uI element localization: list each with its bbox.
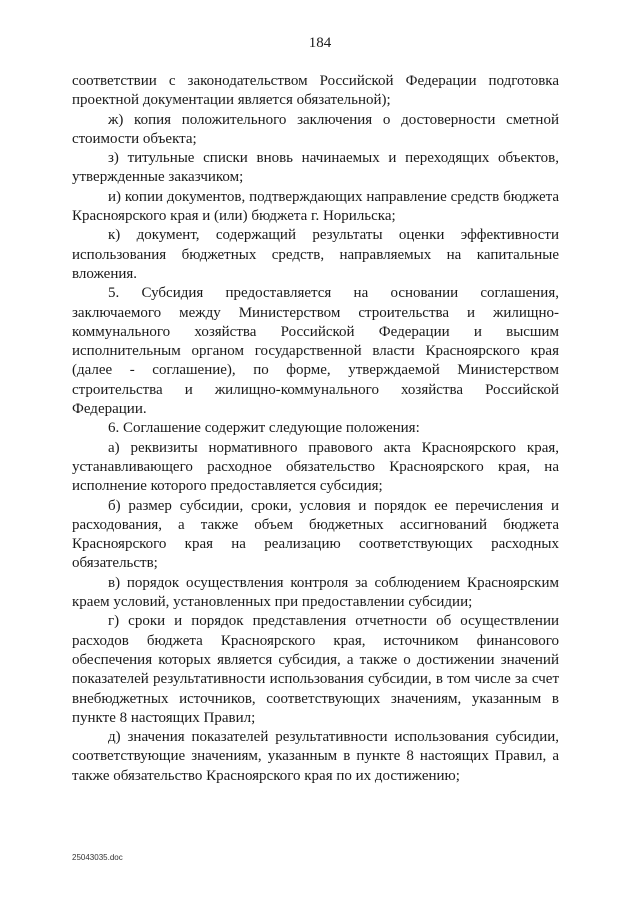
paragraph-item-b: б) размер субсидии, сроки, условия и порядок ее перечисления и расходования, а также объем бюджетных ассигнований бюджета Красноярского края на реализацию соответствующих расходных обязательств; bbox=[72, 497, 559, 572]
paragraph-clause-5: 5. Субсидия предоставляется на основании соглашения, заключаемого между Министерством строительства и жилищно-коммунального хозяйства Российской Федерации и высшим исполнительным органом государственной власти Красноярского края (далее - соглашение), по форме, утверждаемой Министерством строительства и жилищно-коммунального хозяйства Российской Федерации. bbox=[72, 285, 559, 418]
paragraph-item-i: и) копии документов, подтверждающих направление средств бюджета Красноярского края и (или) бюджета г. Норильска; bbox=[72, 188, 559, 225]
paragraph-item-v: в) порядок осуществления контроля за соблюдением Красноярским краем условий, установленных при предоставлении субсидии; bbox=[72, 574, 559, 611]
document-filename: 25043035.doc bbox=[72, 853, 123, 862]
paragraph-clause-6: 6. Соглашение содержит следующие положения: bbox=[108, 420, 420, 437]
document-body bbox=[72, 72, 559, 786]
paragraph-item-a: а) реквизиты нормативного правового акта Красноярского края, устанавливающего расходное обязательство Красноярского края, на исполнение которого предоставляется субсидия; bbox=[72, 439, 559, 495]
paragraph-item-zh: ж) копия положительного заключения о достоверности сметной стоимости объекта; bbox=[72, 111, 559, 147]
paragraph-item-z: з) титульные списки вновь начинаемых и переходящих объектов, утвержденные заказчиком; bbox=[72, 150, 559, 186]
paragraph-item-d: д) значения показателей результативности использования субсидии, соответствующие значениям, указанным в пункте 8 настоящих Правил, а также обязательство Красноярского края по их достижению; bbox=[72, 729, 559, 784]
paragraph-item-k: к) документ, содержащий результаты оценки эффективности использования бюджетных средств, направляемых на капитальные вложения. bbox=[72, 227, 559, 282]
page-number: 184 bbox=[308, 35, 332, 51]
paragraph-continuation: соответствии с законодательством Российской Федерации подготовка проектной документации является обязательной); bbox=[72, 73, 559, 109]
paragraph-item-g: г) сроки и порядок представления отчетности об осуществлении расходов бюджета Красноярского края, источником финансового обеспечения которых является субсидия, а также о достижении значений показателей результативности использования субсидии, в том числе за счет внебюджетных источников, соответствующих значениям, указанным в пункте 8 настоящих Правил; bbox=[72, 613, 559, 726]
